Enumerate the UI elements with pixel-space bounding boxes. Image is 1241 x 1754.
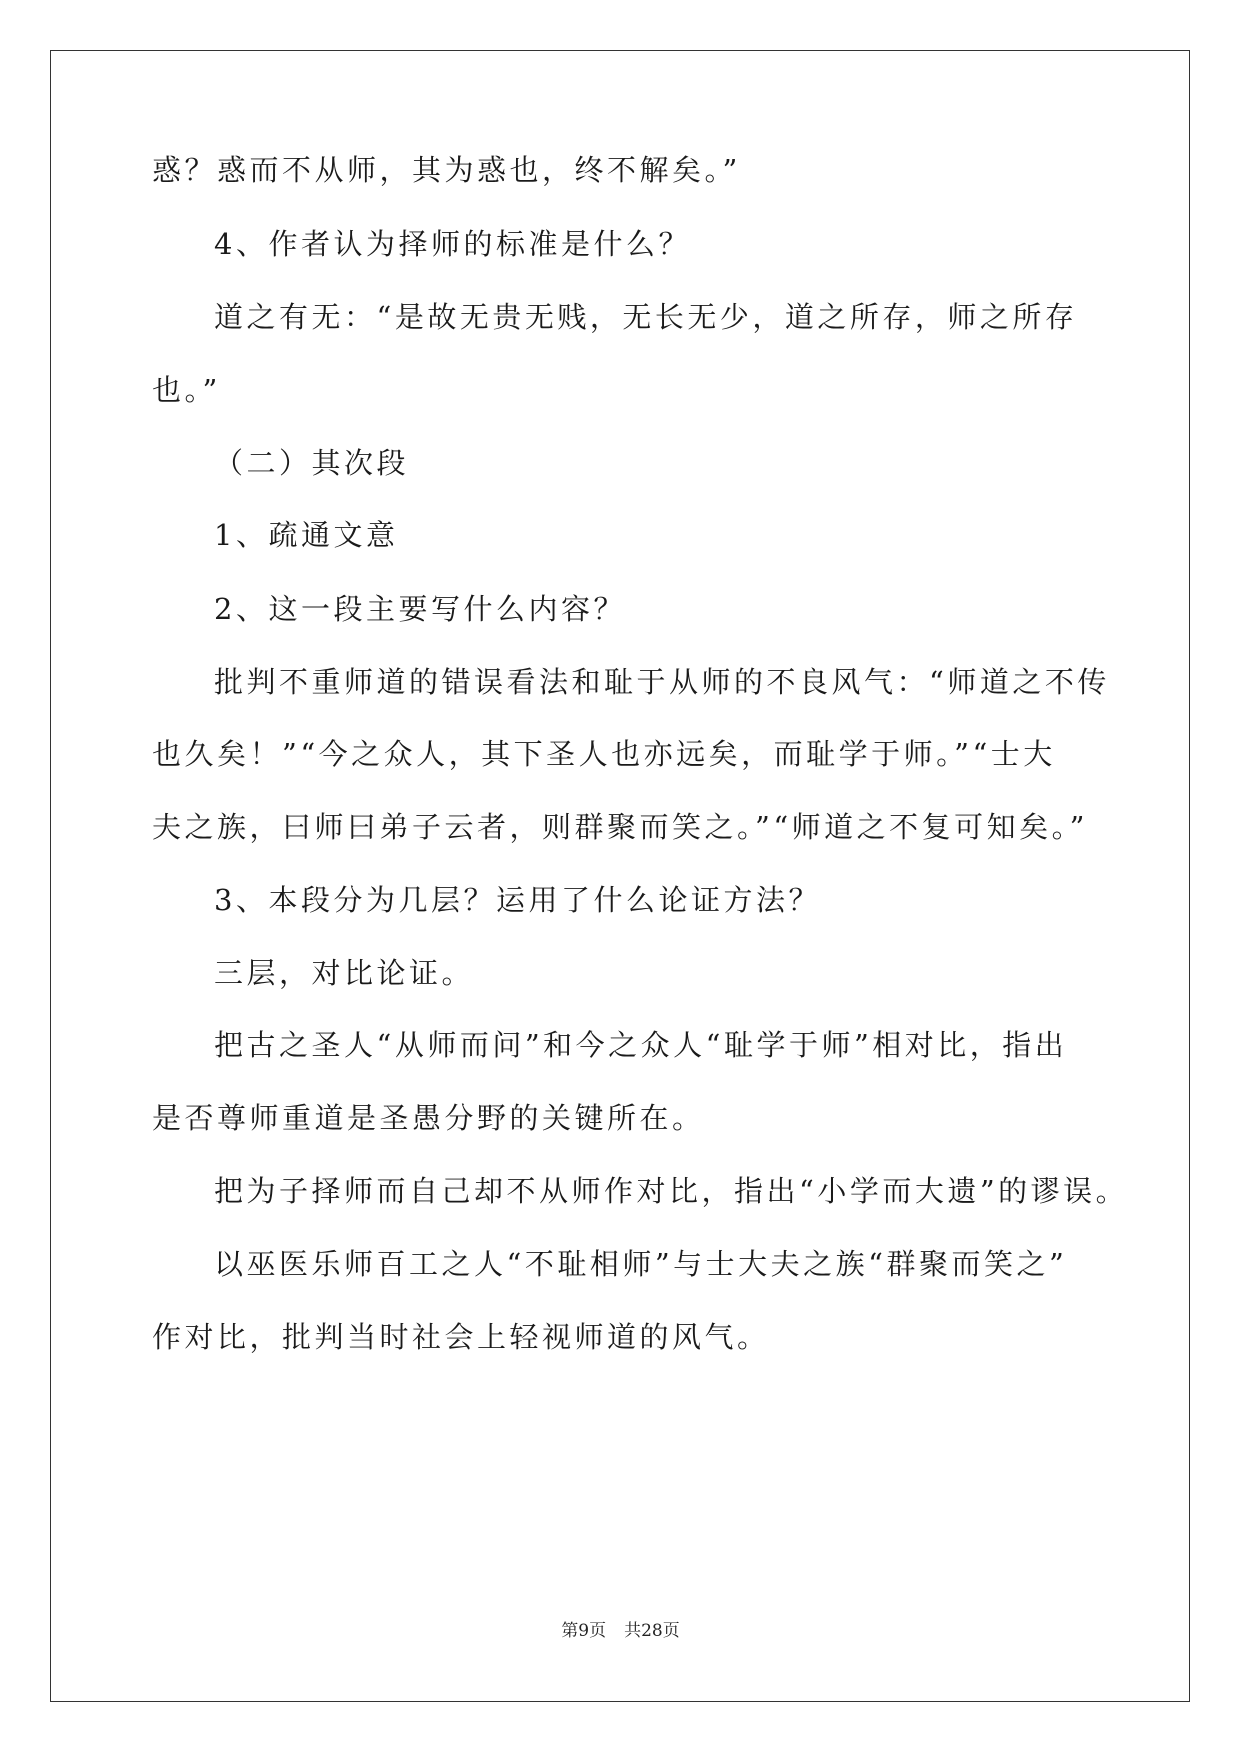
answer-4-line-2: 也。” bbox=[152, 373, 221, 407]
question-2: 2、这一段主要写什么内容？ bbox=[214, 592, 626, 626]
contrast-1-line-1: 把古之圣人“从师而问”和今之众人“耻学于师”相对比，指出 bbox=[214, 1028, 1068, 1062]
answer-4-line-1: 道之有无：“是故无贵无贱，无长无少，道之所存，师之所存 bbox=[214, 300, 1078, 334]
question-3: 3、本段分为几层？运用了什么论证方法？ bbox=[214, 883, 821, 917]
answer-2-line-3: 夫之族，曰师曰弟子云者，则群聚而笑之。”“师道之不复可知矣。” bbox=[152, 810, 1088, 844]
answer-2-line-1: 批判不重师道的错误看法和耻于从师的不良风气：“师道之不传 bbox=[214, 665, 1110, 699]
page-footer bbox=[0, 1619, 1241, 1643]
answer-3: 三层，对比论证。 bbox=[214, 956, 475, 990]
contrast-3-line-2: 作对比，批判当时社会上轻视师道的风气。 bbox=[152, 1320, 770, 1354]
text-line-1: 惑？惑而不从师，其为惑也，终不解矣。” bbox=[152, 153, 741, 187]
answer-2-line-2: 也久矣！”“今之众人，其下圣人也亦远矣，而耻学于师。”“士大 bbox=[152, 737, 1056, 771]
section-heading-2: （二）其次段 bbox=[214, 446, 410, 480]
item-1: 1、疏通文意 bbox=[214, 518, 399, 552]
page-number: 第9页 bbox=[561, 1621, 607, 1641]
question-4: 4、作者认为择师的标准是什么？ bbox=[214, 227, 691, 261]
page-total: 共28页 bbox=[624, 1621, 680, 1641]
contrast-2: 把为子择师而自己却不从师作对比，指出“小学而大遗”的谬误。 bbox=[214, 1174, 1129, 1208]
contrast-3-line-1: 以巫医乐师百工之人“不耻相师”与士大夫之族“群聚而笑之” bbox=[214, 1247, 1068, 1281]
contrast-1-line-2: 是否尊师重道是圣愚分野的关键所在。 bbox=[152, 1101, 705, 1135]
